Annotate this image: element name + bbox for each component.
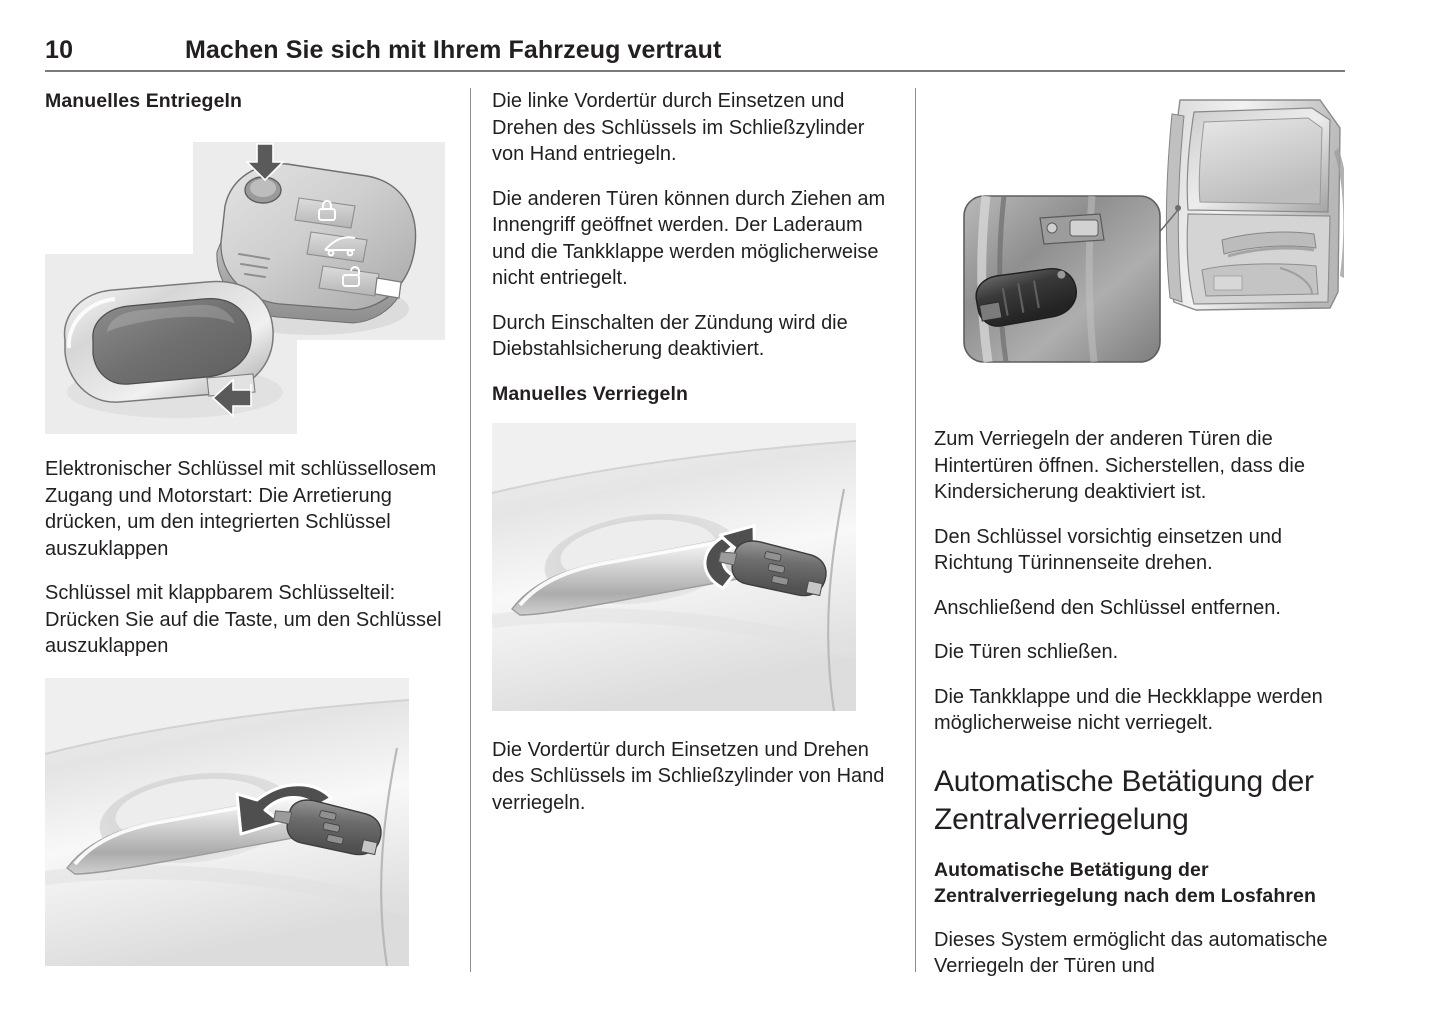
keys-illustration (45, 124, 445, 434)
page-title: Machen Sie sich mit Ihrem Fahrzeug vertraut (185, 36, 722, 64)
header-rule (45, 70, 1345, 72)
subheading-manuelles-entriegeln: Manuelles Entriegeln (45, 90, 243, 112)
smart-key (65, 282, 283, 418)
section-title-automatische-betaetigung: Automatische Betätigung der Zentralverriegelung (934, 764, 1314, 836)
paragraph-electronic-key: Elektronischer Schlüssel mit schlüssellosem Zugang und Motorstart: Die Arretierung drücken, um den integrierten Schlüssel auszuklappen (45, 458, 437, 560)
paragraph-flip-key: Schlüssel mit klappbarem Schlüsselteil: Drücken Sie auf die Taste, um den Schlüssel auszuklappen (45, 582, 442, 657)
paragraph-right-bottom: Dieses System ermöglicht das automatische Verriegeln der Türen und (934, 928, 1328, 977)
page-number: 10 (45, 36, 74, 64)
subheading-automatische-betaetigung-losfahren: Automatische Betätigung der Zentralverriegelung nach dem Losfahren (934, 858, 1316, 907)
figure-door-handle-lock (492, 423, 856, 711)
door-handle-lock-illustration (492, 423, 856, 711)
paragraph-right-2: Den Schlüssel vorsichtig einsetzen und Richtung Türinnenseite drehen. (934, 525, 1282, 574)
column-divider-left (470, 88, 471, 972)
subheading-manuelles-verriegeln: Manuelles Verriegeln (492, 382, 689, 405)
door-handle-unlock-illustration (45, 678, 409, 966)
paragraph-right-4: Die Türen schließen. (934, 641, 1119, 663)
door-lock-pin-illustration (934, 88, 1344, 400)
paragraph-verriegeln-1: Die Vordertür durch Einsetzen und Drehen des Schlüssels im Schließzylinder von Hand verriegeln. (492, 738, 885, 814)
paragraph-right-5: Die Tankklappe und die Heckklappe werden möglicherweise nicht verriegelt. (934, 685, 1323, 734)
column-divider-right (915, 88, 916, 972)
column-left (45, 88, 445, 966)
column-middle (492, 88, 892, 816)
paragraph-entriegeln-2: Die anderen Türen können durch Ziehen am Innengriff geöffnet werden. Der Laderaum und die Tankklappe werden möglicherweise nicht entriegelt. (492, 187, 886, 289)
paragraph-entriegeln-1: Die linke Vordertür durch Einsetzen und Drehen des Schlüssels im Schließzylinder von Hand entriegeln. (492, 90, 865, 165)
column-right (934, 88, 1344, 980)
figure-door-handle-unlock (45, 678, 409, 966)
paragraph-entriegeln-3: Durch Einschalten der Zündung wird die Diebstahlsicherung deaktiviert. (492, 311, 848, 360)
paragraph-right-1: Zum Verriegeln der anderen Türen die Hintertüren öffnen. Sicherstellen, dass die Kindersicherung deaktiviert ist. (934, 428, 1305, 503)
keyring-slot (375, 278, 401, 298)
figure-keys (45, 124, 445, 434)
figure-door-lock-pin (934, 88, 1344, 400)
callout-detail (964, 196, 1160, 362)
open-door (1166, 100, 1344, 310)
paragraph-right-3: Anschließend den Schlüssel entfernen. (934, 596, 1281, 619)
page-header (45, 36, 1345, 70)
